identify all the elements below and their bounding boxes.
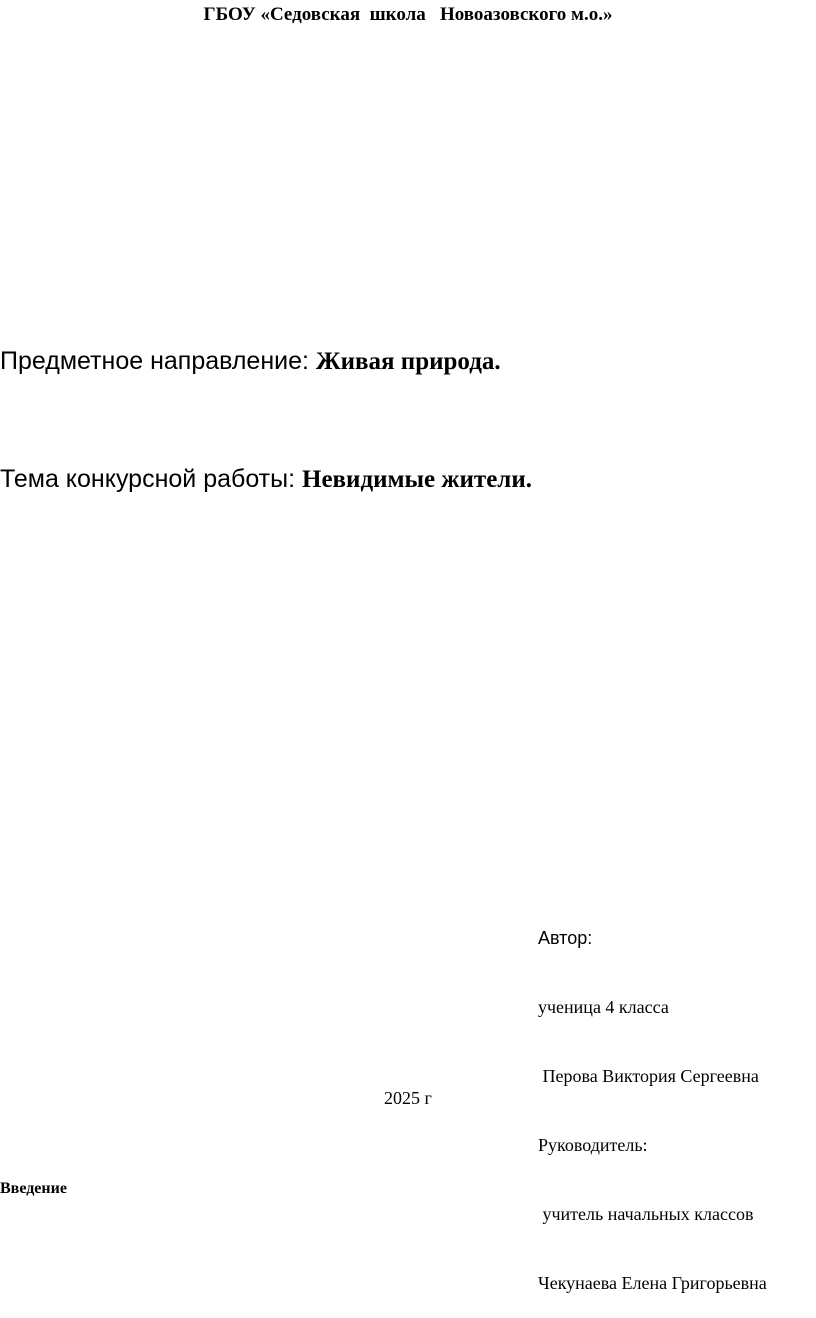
author-name: Перова Виктория Сергеевна <box>538 1066 759 1086</box>
subject-direction-value: Живая природа. <box>315 348 501 375</box>
author-class: ученица 4 класса <box>538 997 669 1017</box>
supervisor-position: учитель начальных классов <box>538 1204 754 1224</box>
school-header: ГБОУ «Седовская школа Новоазовского м.о.» <box>203 4 613 25</box>
work-topic-line <box>0 464 532 495</box>
year-label: 2025 г <box>384 1088 432 1108</box>
introduction-heading: Введение <box>0 1180 67 1197</box>
supervisor-name: Чекунаева Елена Григорьевна <box>538 1273 767 1293</box>
subject-direction-line <box>0 346 501 377</box>
author-label: Автор: <box>538 928 593 948</box>
work-topic-value: Невидимые жители. <box>302 466 532 493</box>
subject-direction-label: Предметное направление: <box>0 347 316 375</box>
work-topic-label: Тема конкурсной работы: <box>0 465 302 493</box>
supervisor-label: Руководитель: <box>538 1135 648 1155</box>
